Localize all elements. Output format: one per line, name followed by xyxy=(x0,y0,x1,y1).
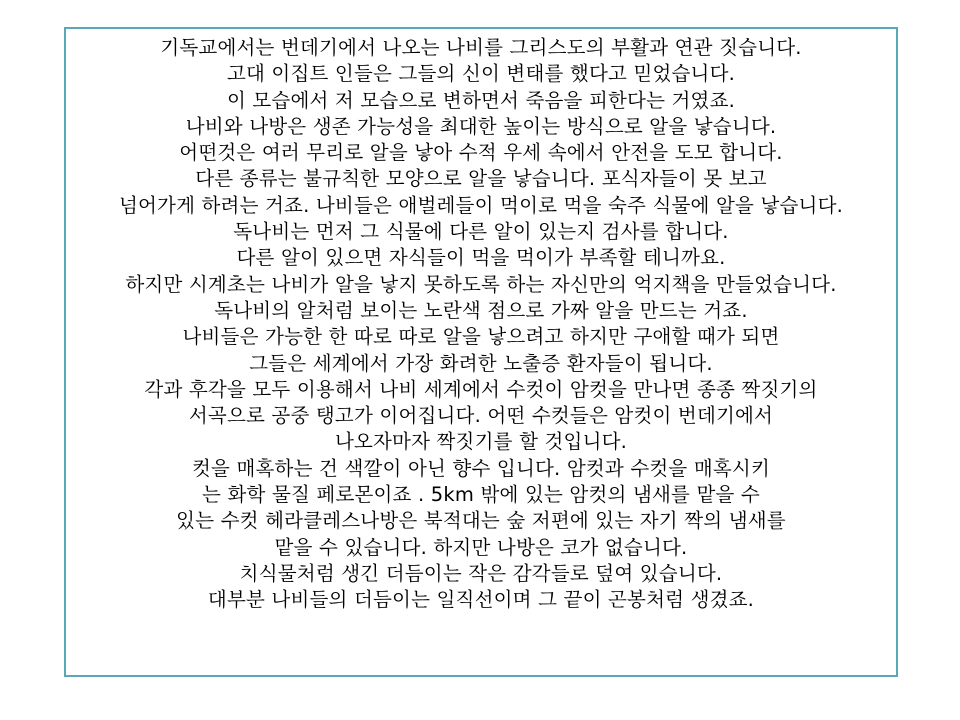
text-box xyxy=(64,27,898,677)
text-line: 고대 이집트 인들은 그들의 신이 변태를 했다고 믿었습니다. xyxy=(226,62,736,86)
text-line: 서곡으로 공중 탱고가 이어집니다. 어떤 수컷들은 암컷이 번데기에서 xyxy=(188,404,774,428)
text-line: 있는 수컷 헤라클레스나방은 북적대는 숲 저편에 있는 자기 짝의 냄새를 xyxy=(176,509,786,533)
text-line: 나비들은 가능한 한 따로 따로 알을 낳으려고 하지만 구애할 때가 되면 xyxy=(182,325,780,349)
text-line: 다른 알이 있으면 자식들이 먹을 먹이가 부족할 테니까요. xyxy=(236,246,726,270)
text-line: 넘어가게 하려는 거죠. 나비들은 애벌레들이 먹이로 먹을 숙주 식물에 알을 낳습니다. xyxy=(118,193,844,217)
text-line: 각과 후각을 모두 이용해서 나비 세계에서 수컷이 암컷을 만나면 종종 짝짓기의 xyxy=(144,377,818,401)
text-line: 하지만 시계초는 나비가 알을 낳지 못하도록 하는 자신만의 억지책을 만들었습니다. xyxy=(125,272,837,296)
text-line: 나비와 나방은 생존 가능성을 최대한 높이는 방식으로 알을 낳습니다. xyxy=(185,114,777,138)
text-line: 나오자마자 짝짓기를 할 것입니다. xyxy=(334,430,628,454)
text-line: 어떤것은 여러 무리로 알을 낳아 수적 우세 속에서 안전을 도모 합니다. xyxy=(179,141,783,165)
text-line: 다른 종류는 불규칙한 모양으로 알을 낳습니다. 포식자들이 못 보고 xyxy=(195,167,767,191)
text-line: 맡을 수 있습니다. 하지만 나방은 코가 없습니다. xyxy=(274,535,688,559)
text-line: 는 화학 물질 페로몬이죠 . 5km 밖에 있는 암컷의 냄새를 맡을 수 xyxy=(202,483,760,507)
text-line: 이 모습에서 저 모습으로 변하면서 죽음을 피한다는 거였죠. xyxy=(226,88,736,112)
text-line: 독나비는 먼저 그 식물에 다른 알이 있는지 검사를 합니다. xyxy=(233,220,729,244)
text-line: 치식물처럼 생긴 더듬이는 작은 감각들로 덮여 있습니다. xyxy=(239,561,723,585)
text-line: 기독교에서는 번데기에서 나오는 나비를 그리스도의 부활과 연관 짓습니다. xyxy=(160,36,802,59)
text-line: 대부분 나비들의 더듬이는 일직선이며 그 끝이 곤봉처럼 생겼죠. xyxy=(207,588,755,612)
text-line: 컷을 매혹하는 건 색깔이 아닌 향수 입니다. 암컷과 수컷을 매혹시키 xyxy=(192,456,770,480)
text-line: 독나비의 알처럼 보이는 노란색 점으로 가짜 알을 만드는 거죠. xyxy=(214,298,748,322)
text-line: 그들은 세계에서 가장 화려한 노출증 환자들이 됩니다. xyxy=(249,351,713,375)
